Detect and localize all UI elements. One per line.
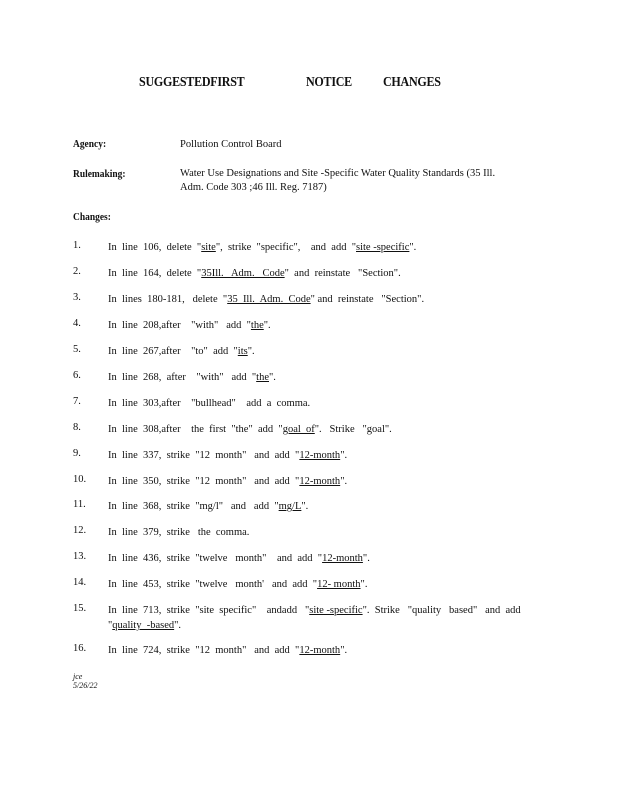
change-number: 8. xyxy=(73,422,81,433)
change-line xyxy=(108,370,536,385)
change-text: ". xyxy=(409,242,417,253)
change-text: ". xyxy=(360,579,368,590)
change-number: 3. xyxy=(73,292,81,303)
change-line xyxy=(108,396,536,411)
change-item xyxy=(108,643,536,658)
change-text: In line 268, after "with" add " xyxy=(108,372,257,383)
change-text: In line 303,after "bullhead" add a comma. xyxy=(108,398,311,409)
inserted-text: the xyxy=(256,372,269,383)
inserted-text: 12- month xyxy=(317,579,361,590)
change-text: " and reinstate "Section". xyxy=(284,268,401,279)
inserted-text: site xyxy=(201,242,216,253)
change-item xyxy=(108,474,536,489)
change-line xyxy=(108,474,536,489)
footer-initials: jce xyxy=(73,672,83,681)
change-item xyxy=(108,292,536,307)
change-item xyxy=(108,448,536,463)
change-text: ". xyxy=(269,372,276,383)
change-number: 15. xyxy=(73,603,87,614)
change-line xyxy=(108,266,536,281)
change-text: In lines 180-181, delete " xyxy=(108,294,228,305)
change-text: ". xyxy=(174,620,182,631)
change-number: 16. xyxy=(73,643,87,654)
change-item xyxy=(108,396,536,411)
change-item xyxy=(108,344,536,359)
inserted-text: site -specific xyxy=(356,242,410,253)
inserted-text: 12-month xyxy=(322,553,363,564)
change-line xyxy=(108,318,536,333)
change-text: ". xyxy=(340,450,348,461)
inserted-text: 35 Ill. Adm. Code xyxy=(227,294,311,305)
change-number: 11. xyxy=(73,499,86,510)
inserted-text: quality -based xyxy=(112,620,175,631)
change-line xyxy=(108,525,536,540)
changes-label: Changes: xyxy=(73,211,111,223)
change-text: In line 308,after the first "the" add " xyxy=(108,424,283,435)
inserted-text: 12-month xyxy=(299,450,341,461)
change-item xyxy=(108,499,536,514)
change-text: ". xyxy=(362,553,370,564)
inserted-text: 35Ill. Adm. Code xyxy=(201,268,285,279)
change-item xyxy=(108,603,536,633)
change-item xyxy=(108,551,536,566)
title-suggested-first: SUGGESTEDFIRST xyxy=(139,75,245,90)
change-number: 7. xyxy=(73,396,81,407)
change-line xyxy=(108,603,536,618)
agency-value xyxy=(180,138,542,152)
change-text: " xyxy=(108,620,113,631)
inserted-text: 12-month xyxy=(299,645,341,656)
rulemaking-line-2: Adm. Code 303 ;46 Ill. Reg. 7187) xyxy=(180,182,327,193)
change-line xyxy=(108,643,536,658)
inserted-text: its xyxy=(237,346,248,357)
change-line xyxy=(108,344,536,359)
change-number: 9. xyxy=(73,448,81,459)
change-number: 14. xyxy=(73,577,87,588)
change-number: 12. xyxy=(73,525,87,536)
change-item xyxy=(108,422,536,437)
inserted-text: the xyxy=(250,320,264,331)
change-text: ". Strike "goal". xyxy=(314,424,392,435)
title-changes: CHANGES xyxy=(383,75,441,90)
change-item xyxy=(108,577,536,592)
change-line xyxy=(108,448,536,463)
footer-date: 5/26/22 xyxy=(73,681,98,690)
title-notice: NOTICE xyxy=(306,75,352,90)
change-text: ". xyxy=(340,645,348,656)
change-text: In line 453, strike "twelve month' and add " xyxy=(108,579,318,590)
agency-label: Agency: xyxy=(73,138,107,150)
change-line xyxy=(108,240,536,255)
change-line xyxy=(108,551,536,566)
change-number: 2. xyxy=(73,266,81,277)
change-item xyxy=(108,318,536,333)
inserted-text: 12-month xyxy=(299,476,341,487)
change-text: ". xyxy=(340,476,348,487)
change-text: ". Strike "quality based" and add xyxy=(362,605,521,616)
change-text: In line 208,after "with" add " xyxy=(108,320,251,331)
change-number: 1. xyxy=(73,240,81,251)
change-text: ". xyxy=(247,346,255,357)
inserted-text: site -specific xyxy=(309,605,363,616)
change-line xyxy=(108,577,536,592)
change-line xyxy=(108,618,536,633)
change-text: In line 164, delete " xyxy=(108,268,202,279)
change-text: In line 379, strike the comma. xyxy=(108,527,250,538)
change-number: 4. xyxy=(73,318,81,329)
rulemaking-label: Rulemaking: xyxy=(73,168,126,180)
change-text: In line 337, strike "12 month" and add " xyxy=(108,450,300,461)
change-text: ". xyxy=(301,501,309,512)
rulemaking-value xyxy=(180,167,542,195)
change-line xyxy=(108,499,536,514)
change-text: In line 724, strike "12 month" and add " xyxy=(108,645,300,656)
change-number: 13. xyxy=(73,551,87,562)
change-item xyxy=(108,525,536,540)
change-line xyxy=(108,292,536,307)
change-item xyxy=(108,240,536,255)
change-number: 6. xyxy=(73,370,81,381)
change-text: " and reinstate "Section". xyxy=(310,294,425,305)
change-number: 10. xyxy=(73,474,87,485)
change-text: In line 350, strike "12 month" and add " xyxy=(108,476,300,487)
change-text: In line 267,after "to" add " xyxy=(108,346,238,357)
rulemaking-line-1: Water Use Designations and Site -Specific Water Quality Standards (35 Ill. xyxy=(180,168,496,179)
change-number: 5. xyxy=(73,344,81,355)
agency-name: Pollution Control Board xyxy=(180,139,282,150)
change-text: ", strike "specific", and add " xyxy=(215,242,357,253)
change-text: In line 436, strike "twelve month" and add " xyxy=(108,553,323,564)
change-item xyxy=(108,266,536,281)
change-line xyxy=(108,422,536,437)
change-text: In line 368, strike "mg/l" and add " xyxy=(108,501,279,512)
change-text: ". xyxy=(263,320,271,331)
inserted-text: goal of xyxy=(282,424,315,435)
change-text: In line 713, strike "site specific" andadd " xyxy=(108,605,310,616)
change-text: In line 106, delete " xyxy=(108,242,202,253)
inserted-text: mg/L xyxy=(278,501,302,512)
change-item xyxy=(108,370,536,385)
